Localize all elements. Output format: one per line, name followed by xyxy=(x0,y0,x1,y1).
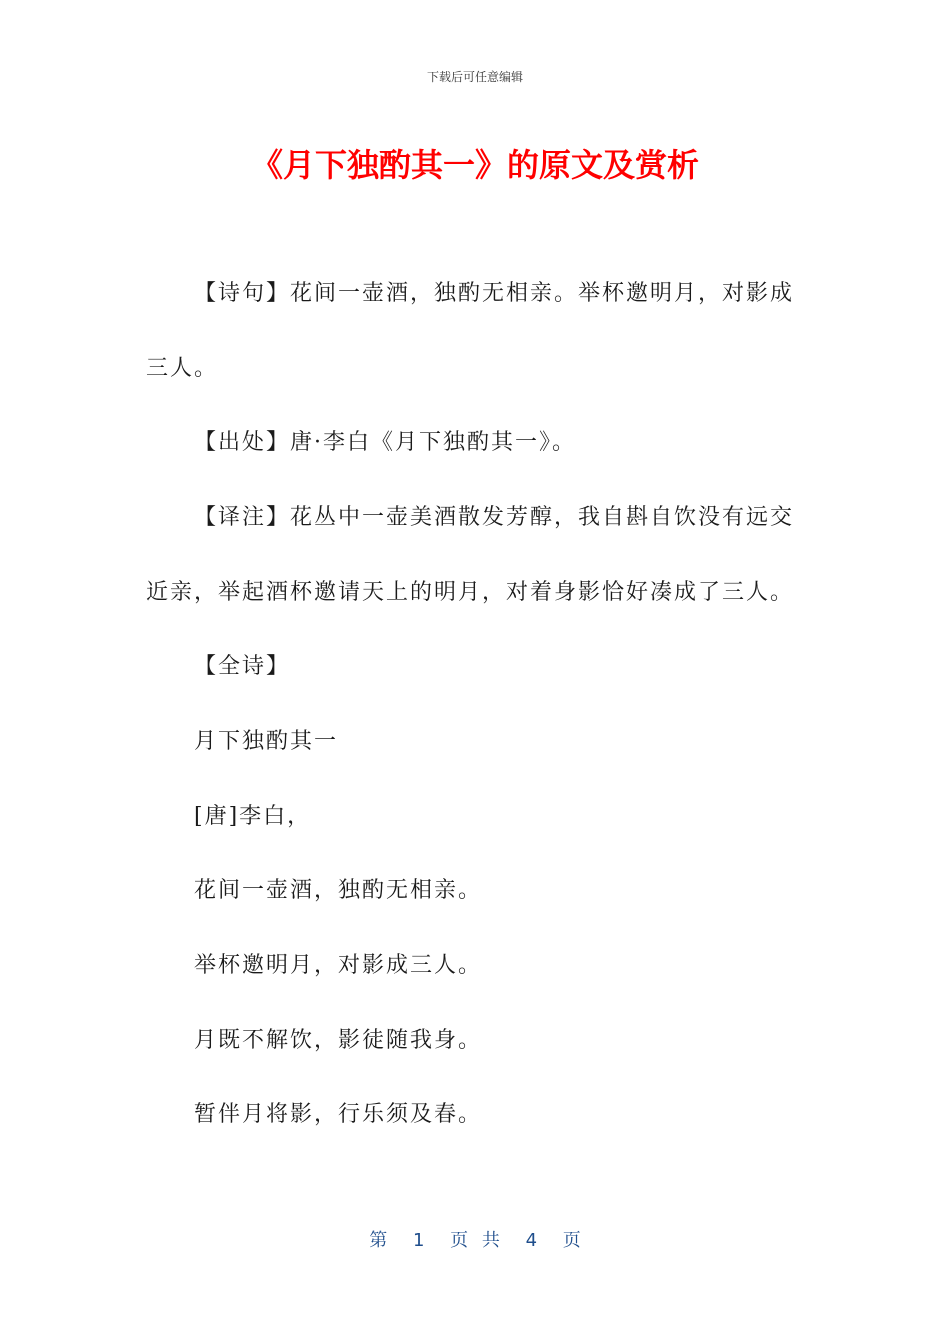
poem-line: 举杯邀明月，对影成三人。 xyxy=(194,953,483,978)
poem-line: 暂伴月将影，行乐须及春。 xyxy=(194,1102,483,1127)
source-line: 【出处】唐·李白《月下独酌其一》。 xyxy=(194,430,576,455)
total-pages-number: 4 xyxy=(525,1230,538,1251)
page-label-prefix: 第 xyxy=(369,1230,388,1251)
poem-title: 月下独酌其一 xyxy=(194,729,339,754)
verse-line-continuation: 三人。 xyxy=(146,356,219,381)
page-label-mid: 页 共 xyxy=(450,1230,500,1251)
poem-line: 月既不解饮，影徒随我身。 xyxy=(194,1028,483,1053)
annotation-line-continuation: 近亲，举起酒杯邀请天上的明月，对着身影恰好凑成了三人。 xyxy=(146,580,795,605)
annotation-line: 【译注】花丛中一壶美酒散发芳醇，我自斟自饮没有远交 xyxy=(194,505,795,530)
page-label-suffix: 页 xyxy=(562,1230,581,1251)
header-note: 下载后可任意编辑 xyxy=(426,70,523,84)
current-page-number: 1 xyxy=(412,1230,425,1251)
page-footer xyxy=(0,1226,950,1252)
poem-author: [唐]李白， xyxy=(194,804,312,829)
document-title: 《月下独酌其一》的原文及赏析 xyxy=(250,146,699,184)
verse-line: 【诗句】花间一壶酒，独酌无相亲。举杯邀明月，对影成 xyxy=(194,281,795,306)
poem-line: 花间一壶酒，独酌无相亲。 xyxy=(194,878,483,903)
full-poem-heading: 【全诗】 xyxy=(194,654,291,679)
